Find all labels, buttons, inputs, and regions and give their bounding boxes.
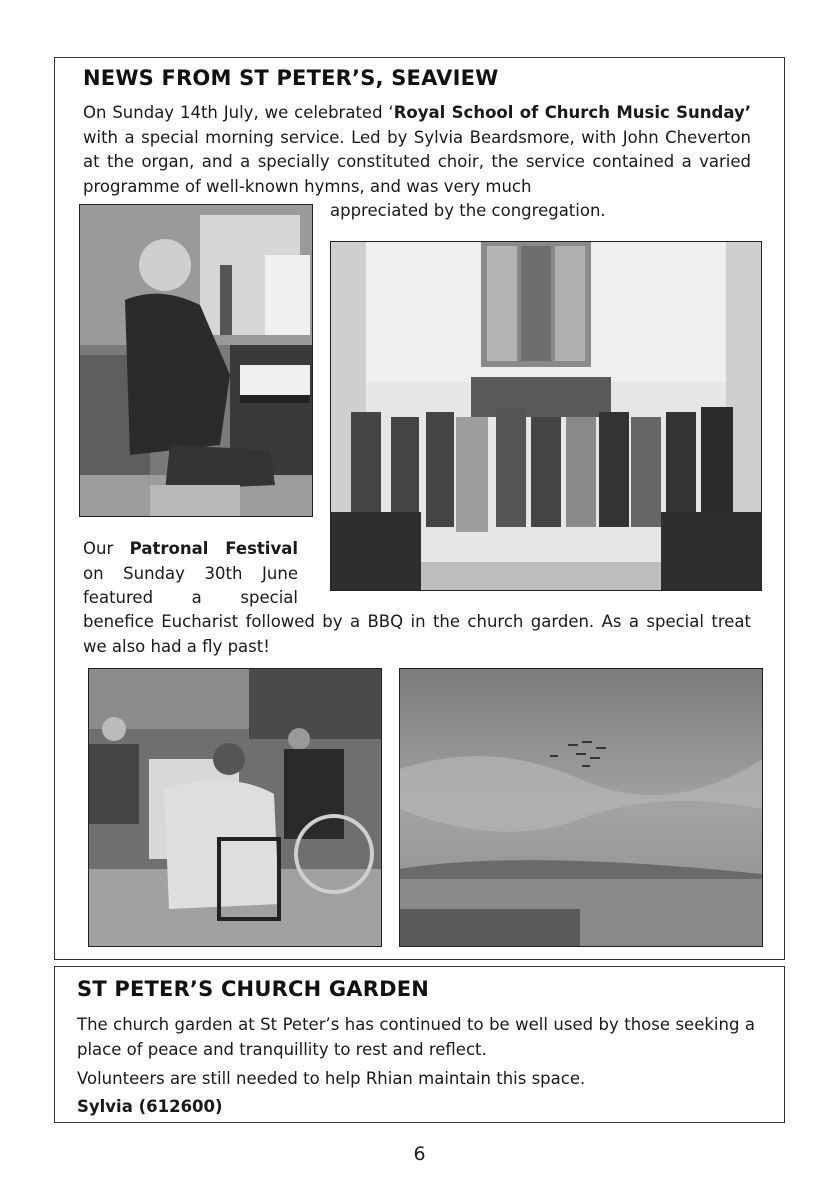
- news-p2-line1-a: Our: [83, 539, 130, 558]
- organist-photo: [79, 204, 313, 517]
- garden-heading: ST PETER’S CHURCH GARDEN: [77, 977, 430, 1001]
- choir-photo: [330, 241, 762, 591]
- page-number: 6: [413, 1143, 426, 1165]
- news-p1-intro: On Sunday 14th July, we celebrated ‘: [83, 103, 394, 122]
- flypast-sky-photo: [399, 668, 763, 947]
- news-p2-line2: on Sunday 30th June: [83, 563, 298, 583]
- news-paragraph-1: [83, 101, 751, 199]
- garden-paragraph-1: The church garden at St Peter’s has continued to be well used by those seeking a place of peace and tranquillity to rest and reflect.: [77, 1015, 755, 1059]
- news-p1-bold: Royal School of Church Music Sunday’: [393, 103, 752, 122]
- news-paragraph-2-wrap: [83, 537, 298, 611]
- news-p2-line3: featured a special: [83, 588, 298, 608]
- news-paragraph-1-last: appreciated by the congregation.: [330, 201, 606, 220]
- news-p2-line1: [83, 537, 298, 562]
- news-p2-line1-bold: Patronal Festival: [129, 539, 298, 558]
- garden-paragraph-2: Volunteers are still needed to help Rhian maintain this space.: [77, 1069, 586, 1088]
- news-paragraph-2-rest: benefice Eucharist followed by a BBQ in the church garden. As a special treat we also had a fly past!: [83, 612, 751, 656]
- news-heading: NEWS FROM ST PETER’S, SEAVIEW: [83, 66, 499, 90]
- garden-bbq-photo: [88, 668, 382, 947]
- garden-contact: Sylvia (612600): [77, 1097, 223, 1116]
- news-p1-rest: with a special morning service. Led by Sylvia Beardsmore, with John Cheverton at the organ, and a specially constituted choir, the service contained a varied programme of well-known hymns, and was very much: [83, 127, 751, 196]
